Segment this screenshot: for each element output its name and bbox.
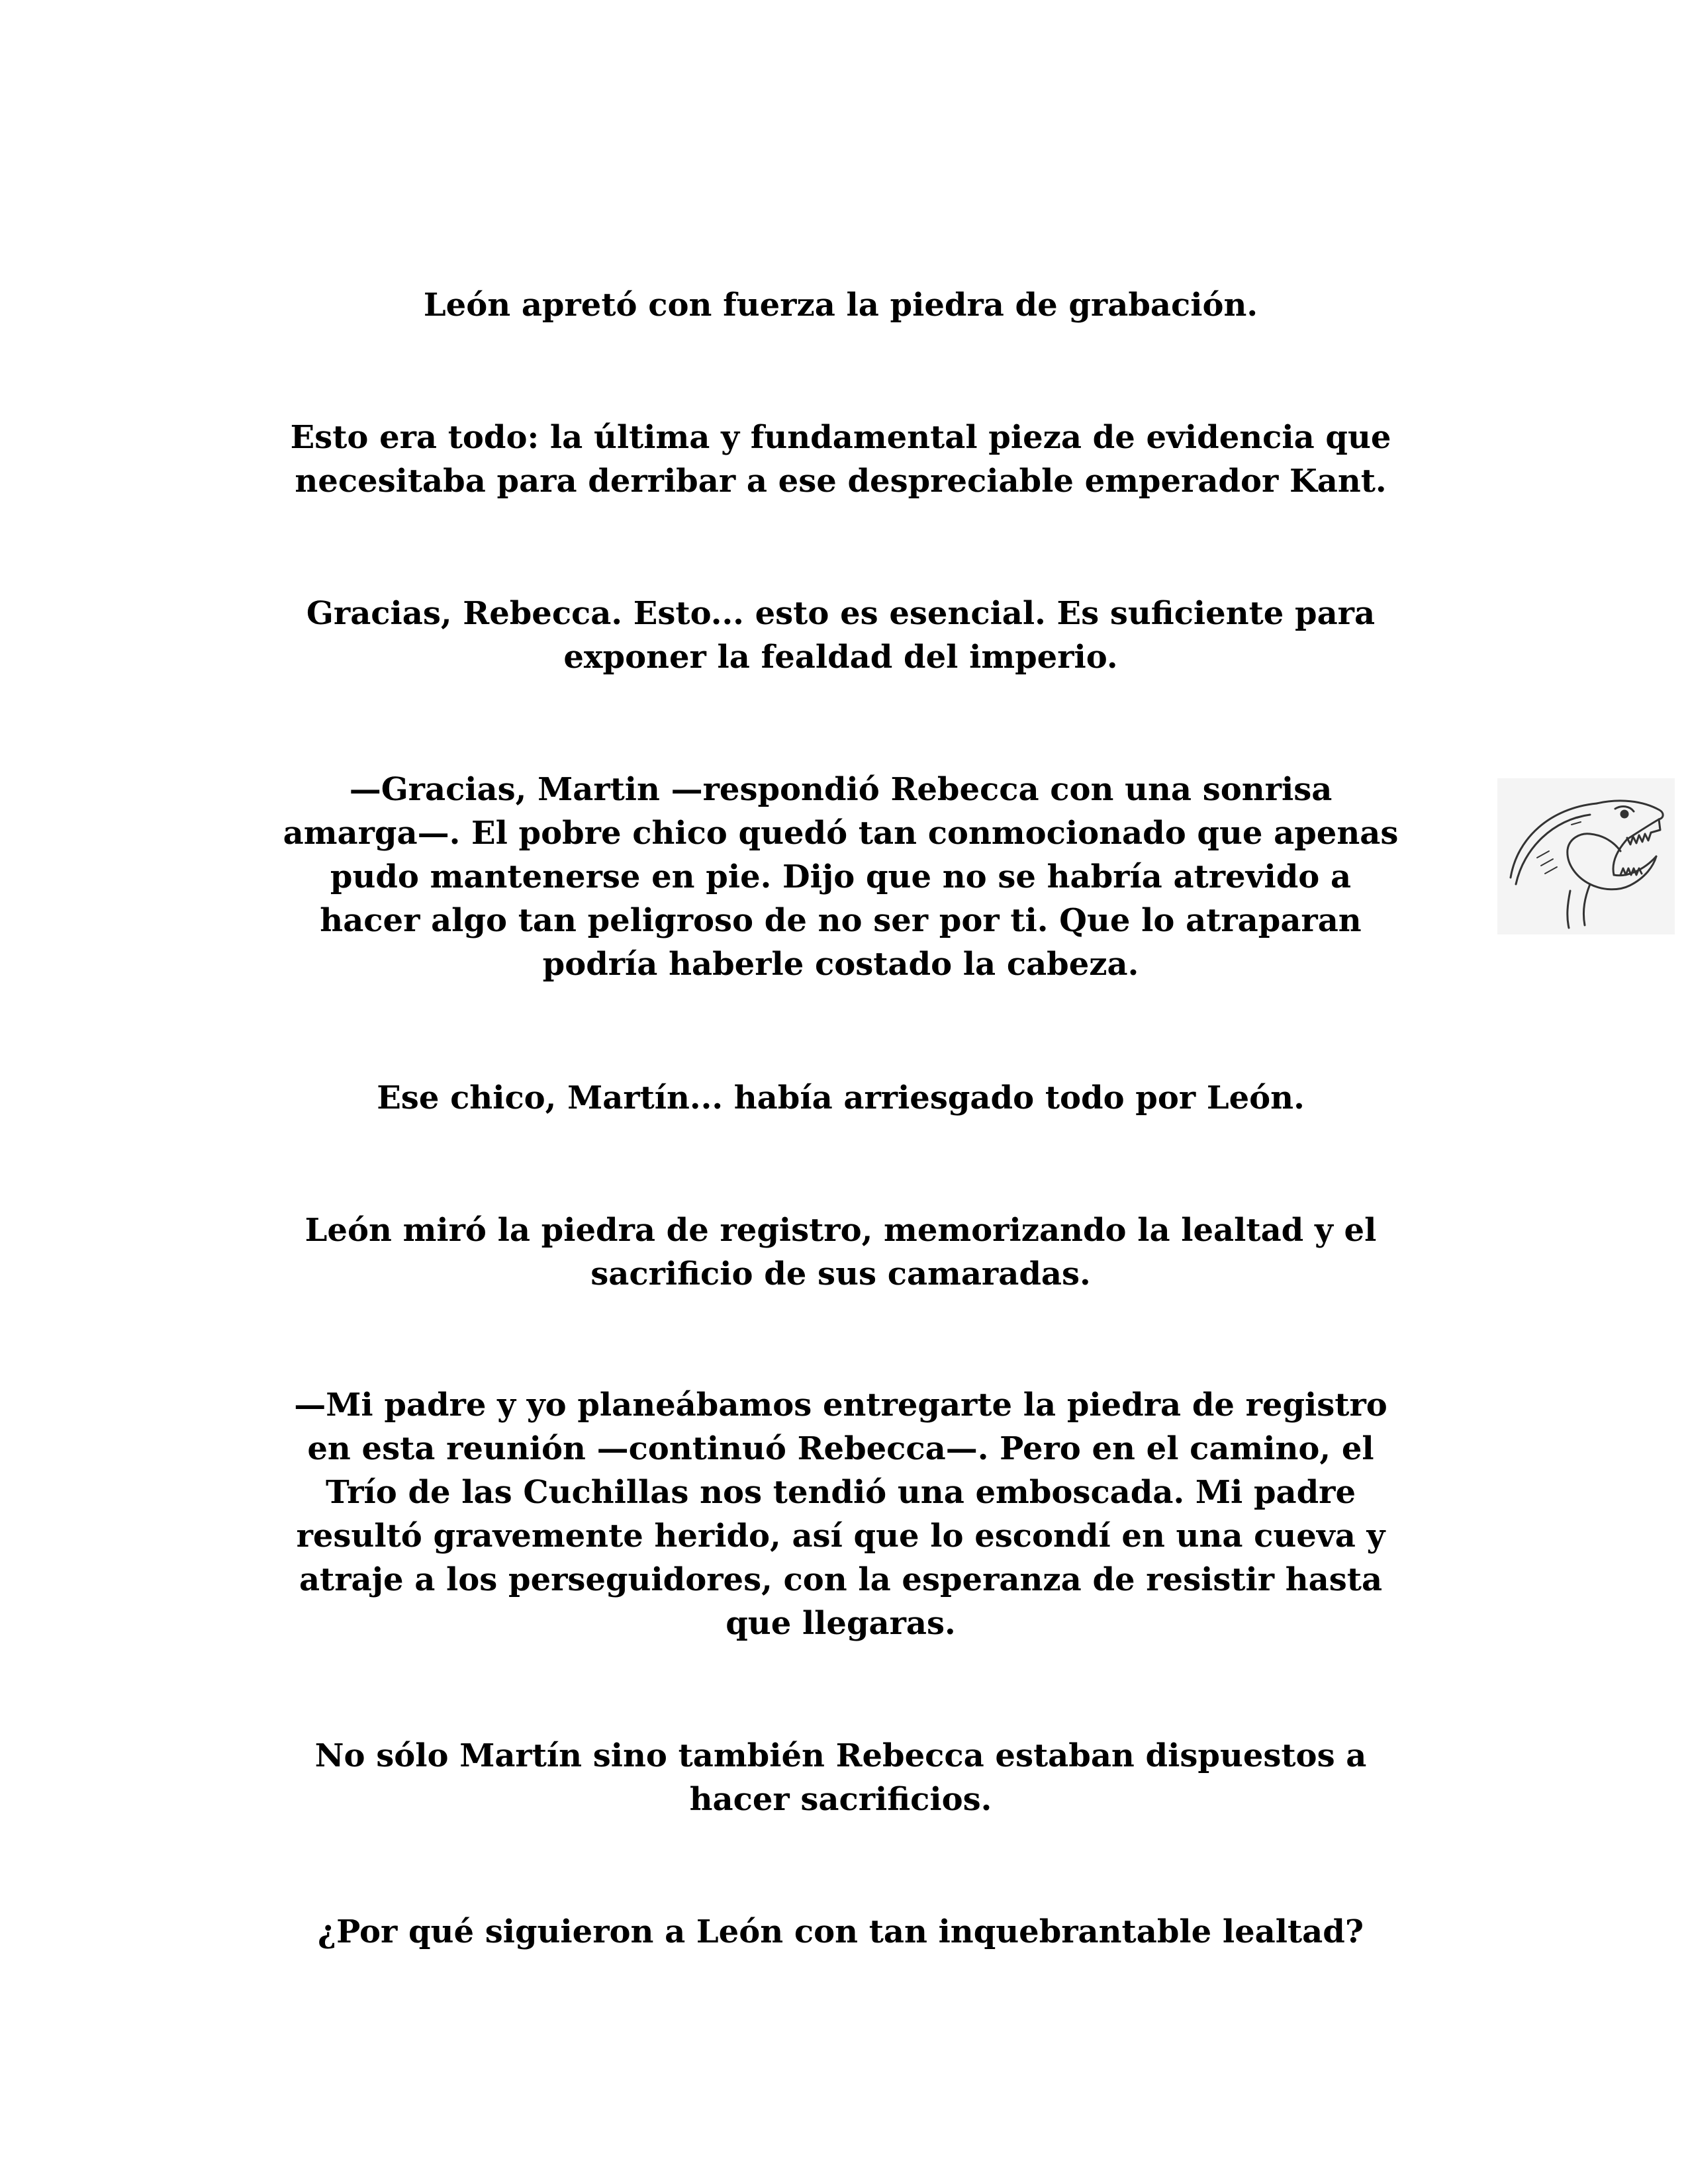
paragraph-3: Gracias, Rebecca. Esto... esto es esencial. Es suficiente para exponer la fealdad del imperio. — [306, 595, 1376, 676]
paragraph-5: Ese chico, Martín... había arriesgado todo por León. — [377, 1079, 1305, 1116]
dinosaur-head-sketch-icon — [1497, 778, 1675, 934]
paragraph-7: —Mi padre y yo planeábamos entregarte la piedra de registro en esta reunión —continuó Rebecca—. Pero en el camino, el Trío de las Cuchillas nos tendió una emboscada. Mi padre resultó gravemente herido, así que lo escondí en una cueva y atraje a los perseguidores, con la esperanza de resistir hasta que llegaras. — [294, 1387, 1387, 1642]
paragraph-6: León miró la piedra de registro, memorizando la lealtad y el sacrificio de sus camaradas. — [305, 1212, 1377, 1293]
paragraph-8: No sólo Martín sino también Rebecca estaban dispuestos a hacer sacrificios. — [314, 1737, 1367, 1818]
paragraph-9: ¿Por qué siguieron a León con tan inquebrantable lealtad? — [318, 1913, 1364, 1950]
paragraph-2: Esto era todo: la última y fundamental pieza de evidencia que necesitaba para derribar a ese despreciable emperador Kant. — [290, 419, 1391, 500]
paragraph-1: León apretó con fuerza la piedra de grabación. — [423, 287, 1258, 324]
paragraph-4: —Gracias, Martin —respondió Rebecca con una sonrisa amarga—. El pobre chico quedó tan conmocionado que apenas pudo mantenerse en pie. Dijo que no se habría atrevido a hacer algo tan peligroso de no ser por ti. Que lo atraparan podría haberle costado la cabeza. — [283, 771, 1399, 983]
